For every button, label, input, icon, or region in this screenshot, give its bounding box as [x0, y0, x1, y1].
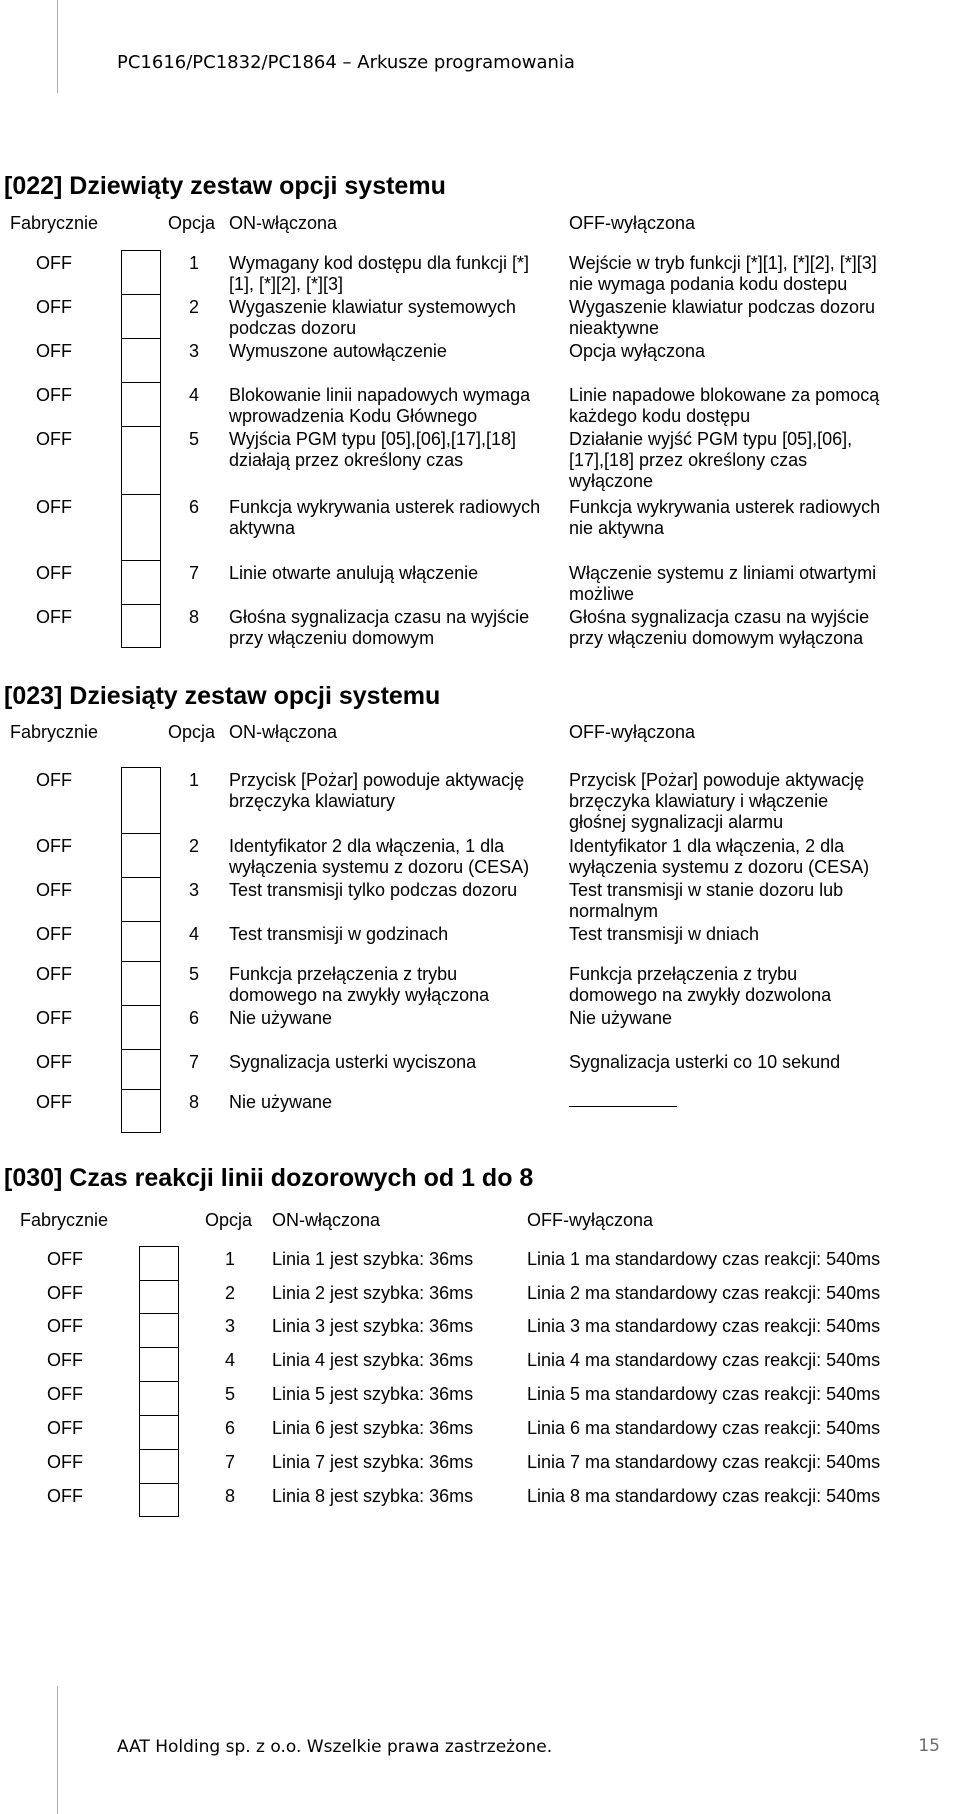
on-description-line: wyłączenia systemu z dozoru (CESA) [229, 857, 530, 877]
on-description-line: Linia 4 jest szybka: 36ms [272, 1350, 474, 1370]
off-description [569, 429, 852, 492]
column-off-header: OFF-wyłączona [527, 1210, 654, 1230]
off-description-line: Działanie wyjść PGM typu [05],[06], [569, 429, 853, 449]
on-description-line: Wymagany kod dostępu dla funkcji [*] [229, 253, 529, 273]
on-description-line: Linia 3 jest szybka: 36ms [272, 1316, 474, 1336]
on-description [229, 924, 448, 945]
option-checkbox[interactable] [121, 1089, 161, 1133]
on-description [229, 836, 529, 878]
on-description [272, 1418, 473, 1439]
top-margin-line [57, 0, 58, 93]
option-checkbox[interactable] [121, 833, 161, 877]
off-description [569, 1008, 672, 1029]
default-value: OFF [36, 563, 72, 583]
column-off-header: OFF-wyłączona [569, 722, 696, 742]
off-description-line: Linia 4 ma standardowy czas reakcji: 540ms [527, 1350, 881, 1370]
on-description-line: Głośna sygnalizacja czasu na wyjście [229, 607, 530, 627]
option-checkbox[interactable] [139, 1381, 179, 1415]
on-description [272, 1249, 473, 1270]
on-description-line: brzęczyka klawiatury [229, 791, 396, 811]
on-description-line: Linia 2 jest szybka: 36ms [272, 1283, 474, 1303]
off-description-line: nieaktywne [569, 318, 660, 338]
on-description-line: Linia 8 jest szybka: 36ms [272, 1486, 474, 1506]
column-off-header: OFF-wyłączona [569, 213, 696, 233]
on-description-line: Linia 1 jest szybka: 36ms [272, 1249, 474, 1269]
off-description [527, 1249, 880, 1270]
option-checkbox[interactable] [121, 1049, 161, 1089]
off-description [569, 924, 759, 945]
off-description-line: Linia 8 ma standardowy czas reakcji: 540ms [527, 1486, 881, 1506]
option-number: 7 [189, 563, 200, 583]
option-checkbox[interactable] [139, 1313, 179, 1347]
option-number: 4 [189, 924, 200, 944]
option-checkbox[interactable] [121, 426, 161, 494]
on-description-line: Wygaszenie klawiatur systemowych [229, 297, 516, 317]
on-description [229, 1092, 332, 1113]
off-description [569, 341, 705, 362]
off-description-line: przy włączeniu domowym wyłączona [569, 628, 864, 648]
option-number: 1 [189, 770, 200, 790]
on-description [229, 607, 529, 649]
on-description [229, 770, 524, 812]
bottom-margin-line [57, 1686, 58, 1814]
off-description-line: Linia 1 ma standardowy czas reakcji: 540ms [527, 1249, 881, 1269]
page-header: PC1616/PC1832/PC1864 – Arkusze programowania [117, 52, 575, 73]
option-checkbox[interactable] [121, 877, 161, 921]
option-number: 4 [189, 385, 200, 405]
on-description [229, 385, 530, 427]
on-description [272, 1283, 473, 1304]
on-description [272, 1316, 473, 1337]
off-description-line: Linia 6 ma standardowy czas reakcji: 540ms [527, 1418, 881, 1438]
option-checkbox[interactable] [121, 494, 161, 560]
off-description-line: głośnej sygnalizacji alarmu [569, 812, 784, 832]
default-value: OFF [36, 770, 72, 790]
default-value: OFF [47, 1350, 83, 1370]
off-description [569, 770, 864, 833]
option-checkbox[interactable] [121, 767, 161, 833]
off-description [569, 1052, 840, 1073]
on-description-line: Wymuszone autowłączenie [229, 341, 447, 361]
on-description [272, 1384, 473, 1405]
off-description-line: Identyfikator 1 dla włączenia, 2 dla [569, 836, 845, 856]
off-description-line: [17],[18] przez określony czas [569, 450, 808, 470]
on-description [229, 964, 489, 1006]
on-description-line: Linia 5 jest szybka: 36ms [272, 1384, 474, 1404]
column-default-header: Fabrycznie [20, 1210, 109, 1230]
default-value: OFF [36, 924, 72, 944]
option-number: 7 [225, 1452, 236, 1472]
on-description-line: [1], [*][2], [*][3] [229, 274, 344, 294]
on-description-line: Test transmisji tylko podczas dozoru [229, 880, 518, 900]
on-description [229, 880, 517, 901]
on-description-line: Funkcja przełączenia z trybu [229, 964, 458, 984]
on-description-line: Przycisk [Pożar] powoduje aktywację [229, 770, 525, 790]
off-description [527, 1316, 880, 1337]
option-checkbox[interactable] [139, 1246, 179, 1280]
option-number: 5 [225, 1384, 236, 1404]
default-value: OFF [47, 1249, 83, 1269]
off-description-line: Linia 5 ma standardowy czas reakcji: 540ms [527, 1384, 881, 1404]
option-number: 8 [225, 1486, 236, 1506]
option-checkbox[interactable] [139, 1415, 179, 1449]
footer-copyright: AAT Holding sp. z o.o. Wszelkie prawa zastrzeżone. [117, 1737, 553, 1757]
off-description [569, 497, 880, 539]
on-description-line: działają przez określony czas [229, 450, 464, 470]
option-checkbox[interactable] [121, 560, 161, 604]
off-description-line: wyłączone [569, 471, 654, 491]
off-description [527, 1350, 880, 1371]
section-023-title: [023] Dziesiąty zestaw opcji systemu [4, 682, 441, 710]
off-description-line: Funkcja wykrywania usterek radiowych [569, 497, 881, 517]
option-checkbox[interactable] [121, 604, 161, 648]
option-number: 2 [189, 836, 200, 856]
option-checkbox[interactable] [139, 1483, 179, 1517]
off-description-line: nie aktywna [569, 518, 665, 538]
option-number: 1 [225, 1249, 236, 1269]
off-description-line: Nie używane [569, 1008, 673, 1028]
on-description-line: Identyfikator 2 dla włączenia, 1 dla [229, 836, 505, 856]
off-description-line: Wejście w tryb funkcji [*][1], [*][2], [*][3] [569, 253, 877, 273]
default-value: OFF [36, 341, 72, 361]
on-description-line: Wyjścia PGM typu [05],[06],[17],[18] [229, 429, 516, 449]
off-description-line: nie wymaga podania kodu dostepu [569, 274, 848, 294]
on-description-line: Sygnalizacja usterki wyciszona [229, 1052, 477, 1072]
option-number: 5 [189, 964, 200, 984]
off-description-line: Wygaszenie klawiatur podczas dozoru [569, 297, 875, 317]
blank-line [569, 1106, 677, 1107]
option-number: 1 [189, 253, 200, 273]
option-checkbox[interactable] [139, 1449, 179, 1483]
default-value: OFF [47, 1452, 83, 1472]
option-checkbox[interactable] [121, 382, 161, 426]
on-description [229, 253, 529, 295]
column-on-header: ON-włączona [229, 213, 338, 233]
default-value: OFF [36, 964, 72, 984]
default-value: OFF [36, 1092, 72, 1112]
off-description-line: Funkcja przełączenia z trybu [569, 964, 798, 984]
off-description [569, 297, 875, 339]
option-number: 6 [225, 1418, 236, 1438]
off-description [527, 1283, 880, 1304]
column-on-header: ON-włączona [272, 1210, 381, 1230]
option-checkbox[interactable] [121, 921, 161, 961]
off-description-line: normalnym [569, 901, 659, 921]
off-description [527, 1418, 880, 1439]
default-value: OFF [36, 1052, 72, 1072]
option-number: 2 [225, 1283, 236, 1303]
off-description-line: Test transmisji w stanie dozoru lub [569, 880, 844, 900]
column-option-header: Opcja [205, 1210, 253, 1230]
on-description-line: aktywna [229, 518, 296, 538]
option-checkbox[interactable] [139, 1347, 179, 1381]
off-description [527, 1384, 880, 1405]
off-description [569, 1092, 677, 1113]
on-description-line: Test transmisji w godzinach [229, 924, 449, 944]
option-number: 3 [189, 341, 200, 361]
section-030-title: [030] Czas reakcji linii dozorowych od 1 do 8 [4, 1164, 534, 1192]
off-description [569, 607, 869, 649]
on-description [229, 341, 447, 362]
option-checkbox[interactable] [121, 338, 161, 382]
default-value: OFF [36, 297, 72, 317]
off-description-line: Linie napadowe blokowane za pomocą [569, 385, 880, 405]
off-description-line: Włączenie systemu z liniami otwartymi [569, 563, 877, 583]
default-value: OFF [47, 1283, 83, 1303]
option-number: 2 [189, 297, 200, 317]
off-description-line: brzęczyka klawiatury i włączenie [569, 791, 829, 811]
option-number: 7 [189, 1052, 200, 1072]
on-description [229, 429, 516, 471]
page-number: 15 [918, 1736, 940, 1756]
on-description [272, 1452, 473, 1473]
off-description-line: Głośna sygnalizacja czasu na wyjście [569, 607, 870, 627]
default-value: OFF [36, 429, 72, 449]
option-number: 6 [189, 1008, 200, 1028]
default-value: OFF [36, 253, 72, 273]
off-description [527, 1486, 880, 1507]
on-description-line: domowego na zwykły wyłączona [229, 985, 490, 1005]
column-default-header: Fabrycznie [10, 213, 99, 233]
option-checkbox[interactable] [121, 1005, 161, 1049]
off-description-line: Test transmisji w dniach [569, 924, 760, 944]
off-description-line: Linia 3 ma standardowy czas reakcji: 540ms [527, 1316, 881, 1336]
on-description-line: Nie używane [229, 1008, 333, 1028]
off-description [569, 880, 843, 922]
default-value: OFF [36, 1008, 72, 1028]
on-description [229, 297, 516, 339]
default-value: OFF [36, 880, 72, 900]
off-description-line: Linia 7 ma standardowy czas reakcji: 540ms [527, 1452, 881, 1472]
option-checkbox[interactable] [121, 294, 161, 338]
off-description [569, 385, 879, 427]
on-description [229, 563, 478, 584]
option-number: 6 [189, 497, 200, 517]
default-value: OFF [47, 1316, 83, 1336]
default-value: OFF [36, 607, 72, 627]
off-description [569, 964, 831, 1006]
on-description [272, 1350, 473, 1371]
column-option-header: Opcja [168, 213, 216, 233]
column-default-header: Fabrycznie [10, 722, 99, 742]
option-checkbox[interactable] [121, 961, 161, 1005]
on-description-line: przy włączeniu domowym [229, 628, 435, 648]
option-number: 8 [189, 1092, 200, 1112]
off-description-line: domowego na zwykły dozwolona [569, 985, 832, 1005]
option-number: 3 [189, 880, 200, 900]
off-description-line: Opcja wyłączona [569, 341, 706, 361]
default-value: OFF [47, 1384, 83, 1404]
on-description [229, 1052, 476, 1073]
default-value: OFF [47, 1486, 83, 1506]
on-description [229, 1008, 332, 1029]
on-description-line: Linia 7 jest szybka: 36ms [272, 1452, 474, 1472]
off-description-line: wyłączenia systemu z dozoru (CESA) [569, 857, 870, 877]
section-022-title: [022] Dziewiąty zestaw opcji systemu [4, 172, 446, 200]
option-number: 5 [189, 429, 200, 449]
on-description-line: Funkcja wykrywania usterek radiowych [229, 497, 541, 517]
default-value: OFF [36, 385, 72, 405]
off-description [569, 253, 877, 295]
default-value: OFF [47, 1418, 83, 1438]
on-description [272, 1486, 473, 1507]
on-description [229, 497, 540, 539]
on-description-line: Blokowanie linii napadowych wymaga [229, 385, 531, 405]
off-description [527, 1452, 880, 1473]
on-description-line: podczas dozoru [229, 318, 357, 338]
off-description [569, 836, 869, 878]
off-description-line: Przycisk [Pożar] powoduje aktywację [569, 770, 865, 790]
on-description-line: Linie otwarte anulują włączenie [229, 563, 479, 583]
off-description [569, 563, 876, 605]
option-number: 3 [225, 1316, 236, 1336]
option-checkbox[interactable] [121, 250, 161, 294]
option-number: 8 [189, 607, 200, 627]
on-description-line: Linia 6 jest szybka: 36ms [272, 1418, 474, 1438]
on-description-line: Nie używane [229, 1092, 333, 1112]
off-description-line: każdego kodu dostępu [569, 406, 751, 426]
default-value: OFF [36, 497, 72, 517]
off-description-line: Sygnalizacja usterki co 10 sekund [569, 1052, 841, 1072]
on-description-line: wprowadzenia Kodu Głównego [229, 406, 478, 426]
option-checkbox[interactable] [139, 1280, 179, 1313]
off-description-line: Linia 2 ma standardowy czas reakcji: 540ms [527, 1283, 881, 1303]
off-description-line: możliwe [569, 584, 635, 604]
default-value: OFF [36, 836, 72, 856]
column-on-header: ON-włączona [229, 722, 338, 742]
column-option-header: Opcja [168, 722, 216, 742]
option-number: 4 [225, 1350, 236, 1370]
